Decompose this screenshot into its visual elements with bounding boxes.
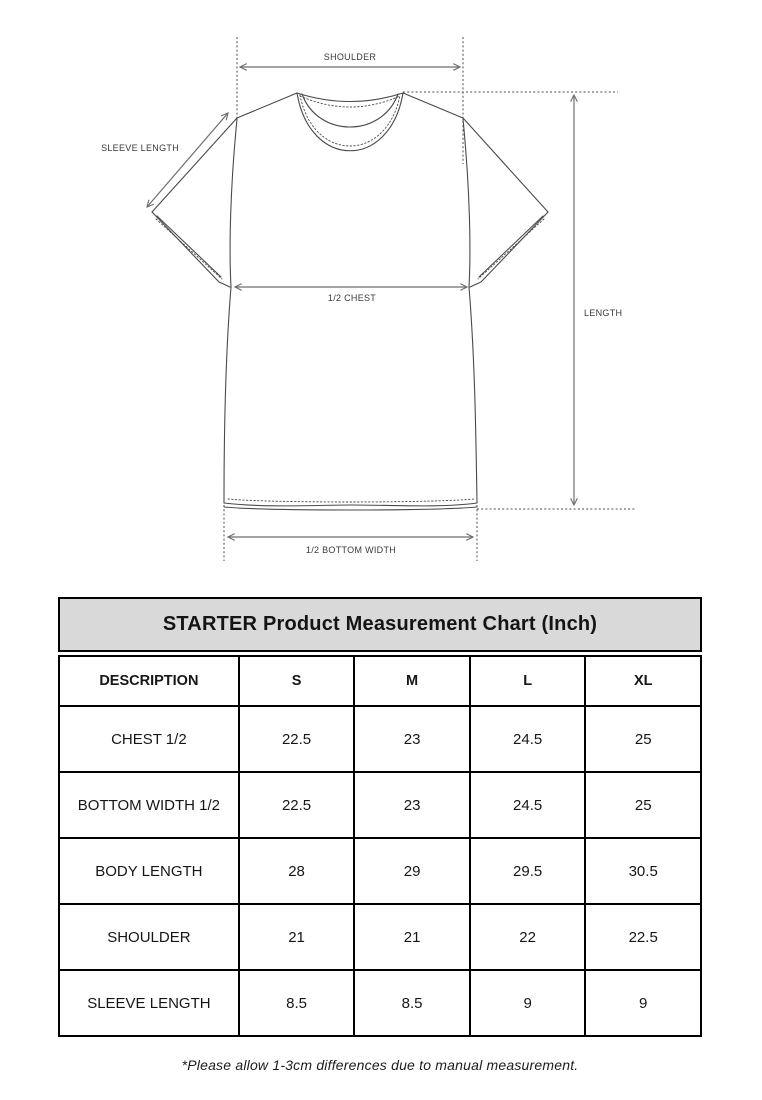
left-sleeve-cuff-inner (157, 216, 221, 277)
right-cuff-stitch (478, 219, 544, 279)
table-row-shoulder (59, 904, 701, 970)
left-cuff-stitch (156, 219, 222, 279)
table-cell: 21 (354, 904, 470, 970)
table-cell: 23 (354, 772, 470, 838)
hem-lower-line (224, 507, 477, 510)
table-title-bar (58, 597, 702, 652)
column-header-s: S (239, 656, 355, 706)
right-sleeve-cuff (470, 212, 548, 287)
length-dimension-label: LENGTH (584, 308, 623, 318)
row-label: CHEST 1/2 (59, 706, 239, 772)
bottom-width-dimension-label: 1/2 BOTTOM WIDTH (305, 545, 397, 555)
hem-line (224, 503, 477, 506)
header-row (59, 656, 701, 706)
half-chest-dimension-label: 1/2 CHEST (327, 293, 377, 303)
table-cell: 8.5 (354, 970, 470, 1036)
column-header-description: DESCRIPTION (59, 656, 239, 706)
row-label: BOTTOM WIDTH 1/2 (59, 772, 239, 838)
measurement-sheet (58, 597, 702, 1037)
table-cell: 9 (585, 970, 701, 1036)
table-cell: 24.5 (470, 772, 586, 838)
measurement-note: *Please allow 1-3cm differences due to manual measurement. (181, 1057, 579, 1073)
table-row-chest (59, 706, 701, 772)
row-label: BODY LENGTH (59, 838, 239, 904)
row-label: SHOULDER (59, 904, 239, 970)
table-cell: 22.5 (239, 706, 355, 772)
left-shoulder-seam (237, 93, 297, 118)
collar-front-stitch (300, 95, 400, 146)
table-cell: 9 (470, 970, 586, 1036)
table-cell: 22.5 (585, 904, 701, 970)
collar-back-neck (297, 93, 403, 102)
table-cell: 25 (585, 706, 701, 772)
right-shoulder-seam (403, 93, 463, 118)
right-side-seam (463, 119, 477, 503)
shoulder-dimension-label: SHOULDER (323, 52, 377, 62)
sleeve-length-arrow (147, 113, 228, 207)
table-cell: 30.5 (585, 838, 701, 904)
table-cell: 22.5 (239, 772, 355, 838)
left-sleeve-cuff (152, 212, 230, 287)
table-cell: 25 (585, 772, 701, 838)
right-sleeve-cuff-inner (479, 216, 543, 277)
table-cell: 8.5 (239, 970, 355, 1036)
column-header-xl: XL (585, 656, 701, 706)
row-label: SLEEVE LENGTH (59, 970, 239, 1036)
collar-inner-edge (302, 94, 398, 127)
table-title: STARTER Product Measurement Chart (Inch) (162, 613, 598, 635)
left-side-seam (224, 119, 237, 503)
column-header-m: M (354, 656, 470, 706)
table-cell: 29 (354, 838, 470, 904)
table-row-bottom-width (59, 772, 701, 838)
hem-stitch (228, 499, 474, 502)
table-cell: 21 (239, 904, 355, 970)
left-sleeve-outer (152, 118, 237, 212)
table-cell: 29.5 (470, 838, 586, 904)
table-row-body-length (59, 838, 701, 904)
sleeve-length-dimension-label: SLEEVE LENGTH (101, 143, 179, 153)
table-cell: 22 (470, 904, 586, 970)
table-cell: 28 (239, 838, 355, 904)
table-cell: 23 (354, 706, 470, 772)
table-cell: 24.5 (470, 706, 586, 772)
measurement-table (58, 655, 702, 1037)
right-sleeve-outer (463, 118, 548, 212)
table-row-sleeve-length (59, 970, 701, 1036)
column-header-l: L (470, 656, 586, 706)
